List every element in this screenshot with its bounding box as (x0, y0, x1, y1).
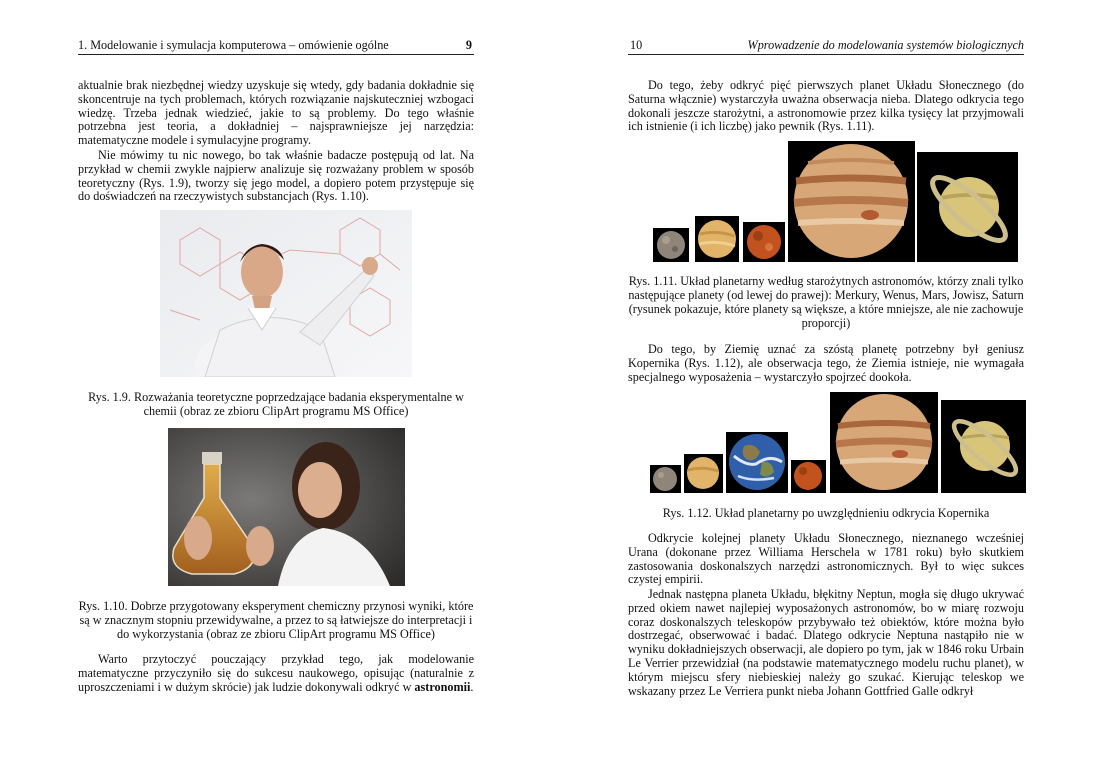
figure-chemist-flask (168, 428, 405, 586)
earth-image (726, 432, 788, 493)
figure-scientist-writing (160, 210, 412, 377)
mars-image (791, 460, 826, 493)
venus-image (695, 216, 739, 262)
running-header-right (628, 38, 1024, 55)
running-title: Wprowadzenie do modelowania systemów biologicznych (747, 38, 1024, 52)
figure-caption: Rys. 1.12. Układ planetarny po uwzględnieniu odkrycia Kopernika (662, 506, 990, 520)
paragraph: Do tego, żeby odkryć pięć pierwszych planet Układu Słonecznego (do Saturna włącznie) wystarczyła uważna obserwacja nieba. Dlatego odkrycia tego dokonali jeszcze starożytni, a astronomowie przez kilka tysięcy lat przyjmowali ich istnienie (i ich liczbę) jako pewnik (Rys. 1.11). (628, 78, 1024, 134)
venus-image (684, 454, 723, 493)
figure-caption: Rys. 1.10. Dobrze przygotowany eksperyment chemiczny przynosi wyniki, które są w znacznym stopniu przewidywalne, a przez to są łatwiejsze do interpretacji i do wykorzystania (obraz ze zbioru ClipArt programu MS Office) (78, 599, 474, 641)
figure-caption: Rys. 1.9. Rozważania teoretyczne poprzedzające badania eksperymentalne w chemii (obraz ze zbioru ClipArt programu MS Office) (88, 390, 464, 418)
saturn-image (917, 152, 1018, 262)
mercury-image (650, 465, 681, 493)
page-number: 10 (630, 38, 643, 52)
paragraph: Do tego, by Ziemię uznać za szóstą planetę potrzebny był geniusz Kopernika (Rys. 1.12), ale obserwacja tego, że Ziemia istnieje, nie wymagała specjalnego wyposażenia – wystarczyło spojrzeć dookoła. (628, 342, 1024, 384)
left-page (78, 0, 474, 781)
paragraph (78, 653, 474, 694)
running-header-left (78, 38, 474, 55)
paragraph: Jednak następna planeta Układu, błękitny Neptun, mogła się długo ukrywać przed okiem nawet najlepiej wyposażonych astronomów, bo w miarę rozwoju coraz doskonalszych teleskopów przybywało też obiektów, które można było dostrzegać, obserwować i badać. Dlatego odkrycie Neptuna nastąpiło nie w wyniku dokładniejszych obserwacji, ale dopiero po tym, jak w 1846 roku Urbain Le Verrier przewidział (na podstawie matematycznego modelu ruchu planet), w którym miejscu sfery niebieskiej należy go szukać. Kierując teleskop we wskazany przez Le Verriera punkt nieba Johann Gottfried Galle odkrył (628, 587, 1024, 698)
saturn-image (941, 400, 1026, 493)
paragraph: aktualnie brak niezbędnej wiedzy uzyskuje się wtedy, gdy badania dokładnie się skoncentruje na tych problemach, których rozwiązanie najskuteczniej wzbogaci wiedzę. Trzeba jednak wiedzieć, jakie to są problemy. Do tego właśnie potrzebna jest teoria, a dokładniej – najsprawniejsze jej narzędzia: matematyczne modele i symulacyjne programy. (78, 78, 474, 148)
mercury-image (653, 228, 689, 262)
page-number: 9 (465, 38, 472, 52)
jupiter-image (830, 392, 938, 493)
paragraph-end: . (470, 679, 474, 694)
paragraph-text: Warto przytoczyć pouczający przykład tego, jak modelowanie matematyczne przyczyniło się do sukcesu naukowego, opisując (naturalnie z uproszczeniami i w dużym skrócie) jak ludzie dokonywali odkryć w (78, 652, 474, 694)
jupiter-image (788, 141, 915, 262)
paragraph: Nie mówimy tu nic nowego, bo tak właśnie badacze postępują od lat. Na przykład w chemii zwykle najpierw analizuje się rozważany problem w sposób teoretyczny (Rys. 1.9), tworzy się jego model, a dopiero potem przystępuje się do doświadczeń na rzeczywistych substancjach (Rys. 1.10). (78, 148, 474, 204)
right-page (628, 0, 1024, 781)
mars-image (743, 222, 785, 262)
paragraph: Odkrycie kolejnej planety Układu Słonecznego, nieznanego wcześniej Urana (dokonane przez Williama Herschela w 1781 roku) było skutkiem zastosowania doskonalszych narzędzi astronomicznych. Był to więc sukces czystej empirii. (628, 531, 1024, 587)
figure-caption: Rys. 1.11. Układ planetarny według starożytnych astronomów, którzy znali tylko następujące planety (od lewej do prawej): Merkury, Wenus, Mars, Jowisz, Saturn (rysunek pokazuje, które planety są większe, a które mniejsze, ale nie zachowuje proporcji) (628, 274, 1024, 330)
emphasis-astronomy: astronomii (414, 679, 471, 694)
running-title: 1. Modelowanie i symulacja komputerowa – omówienie ogólne (78, 38, 389, 52)
